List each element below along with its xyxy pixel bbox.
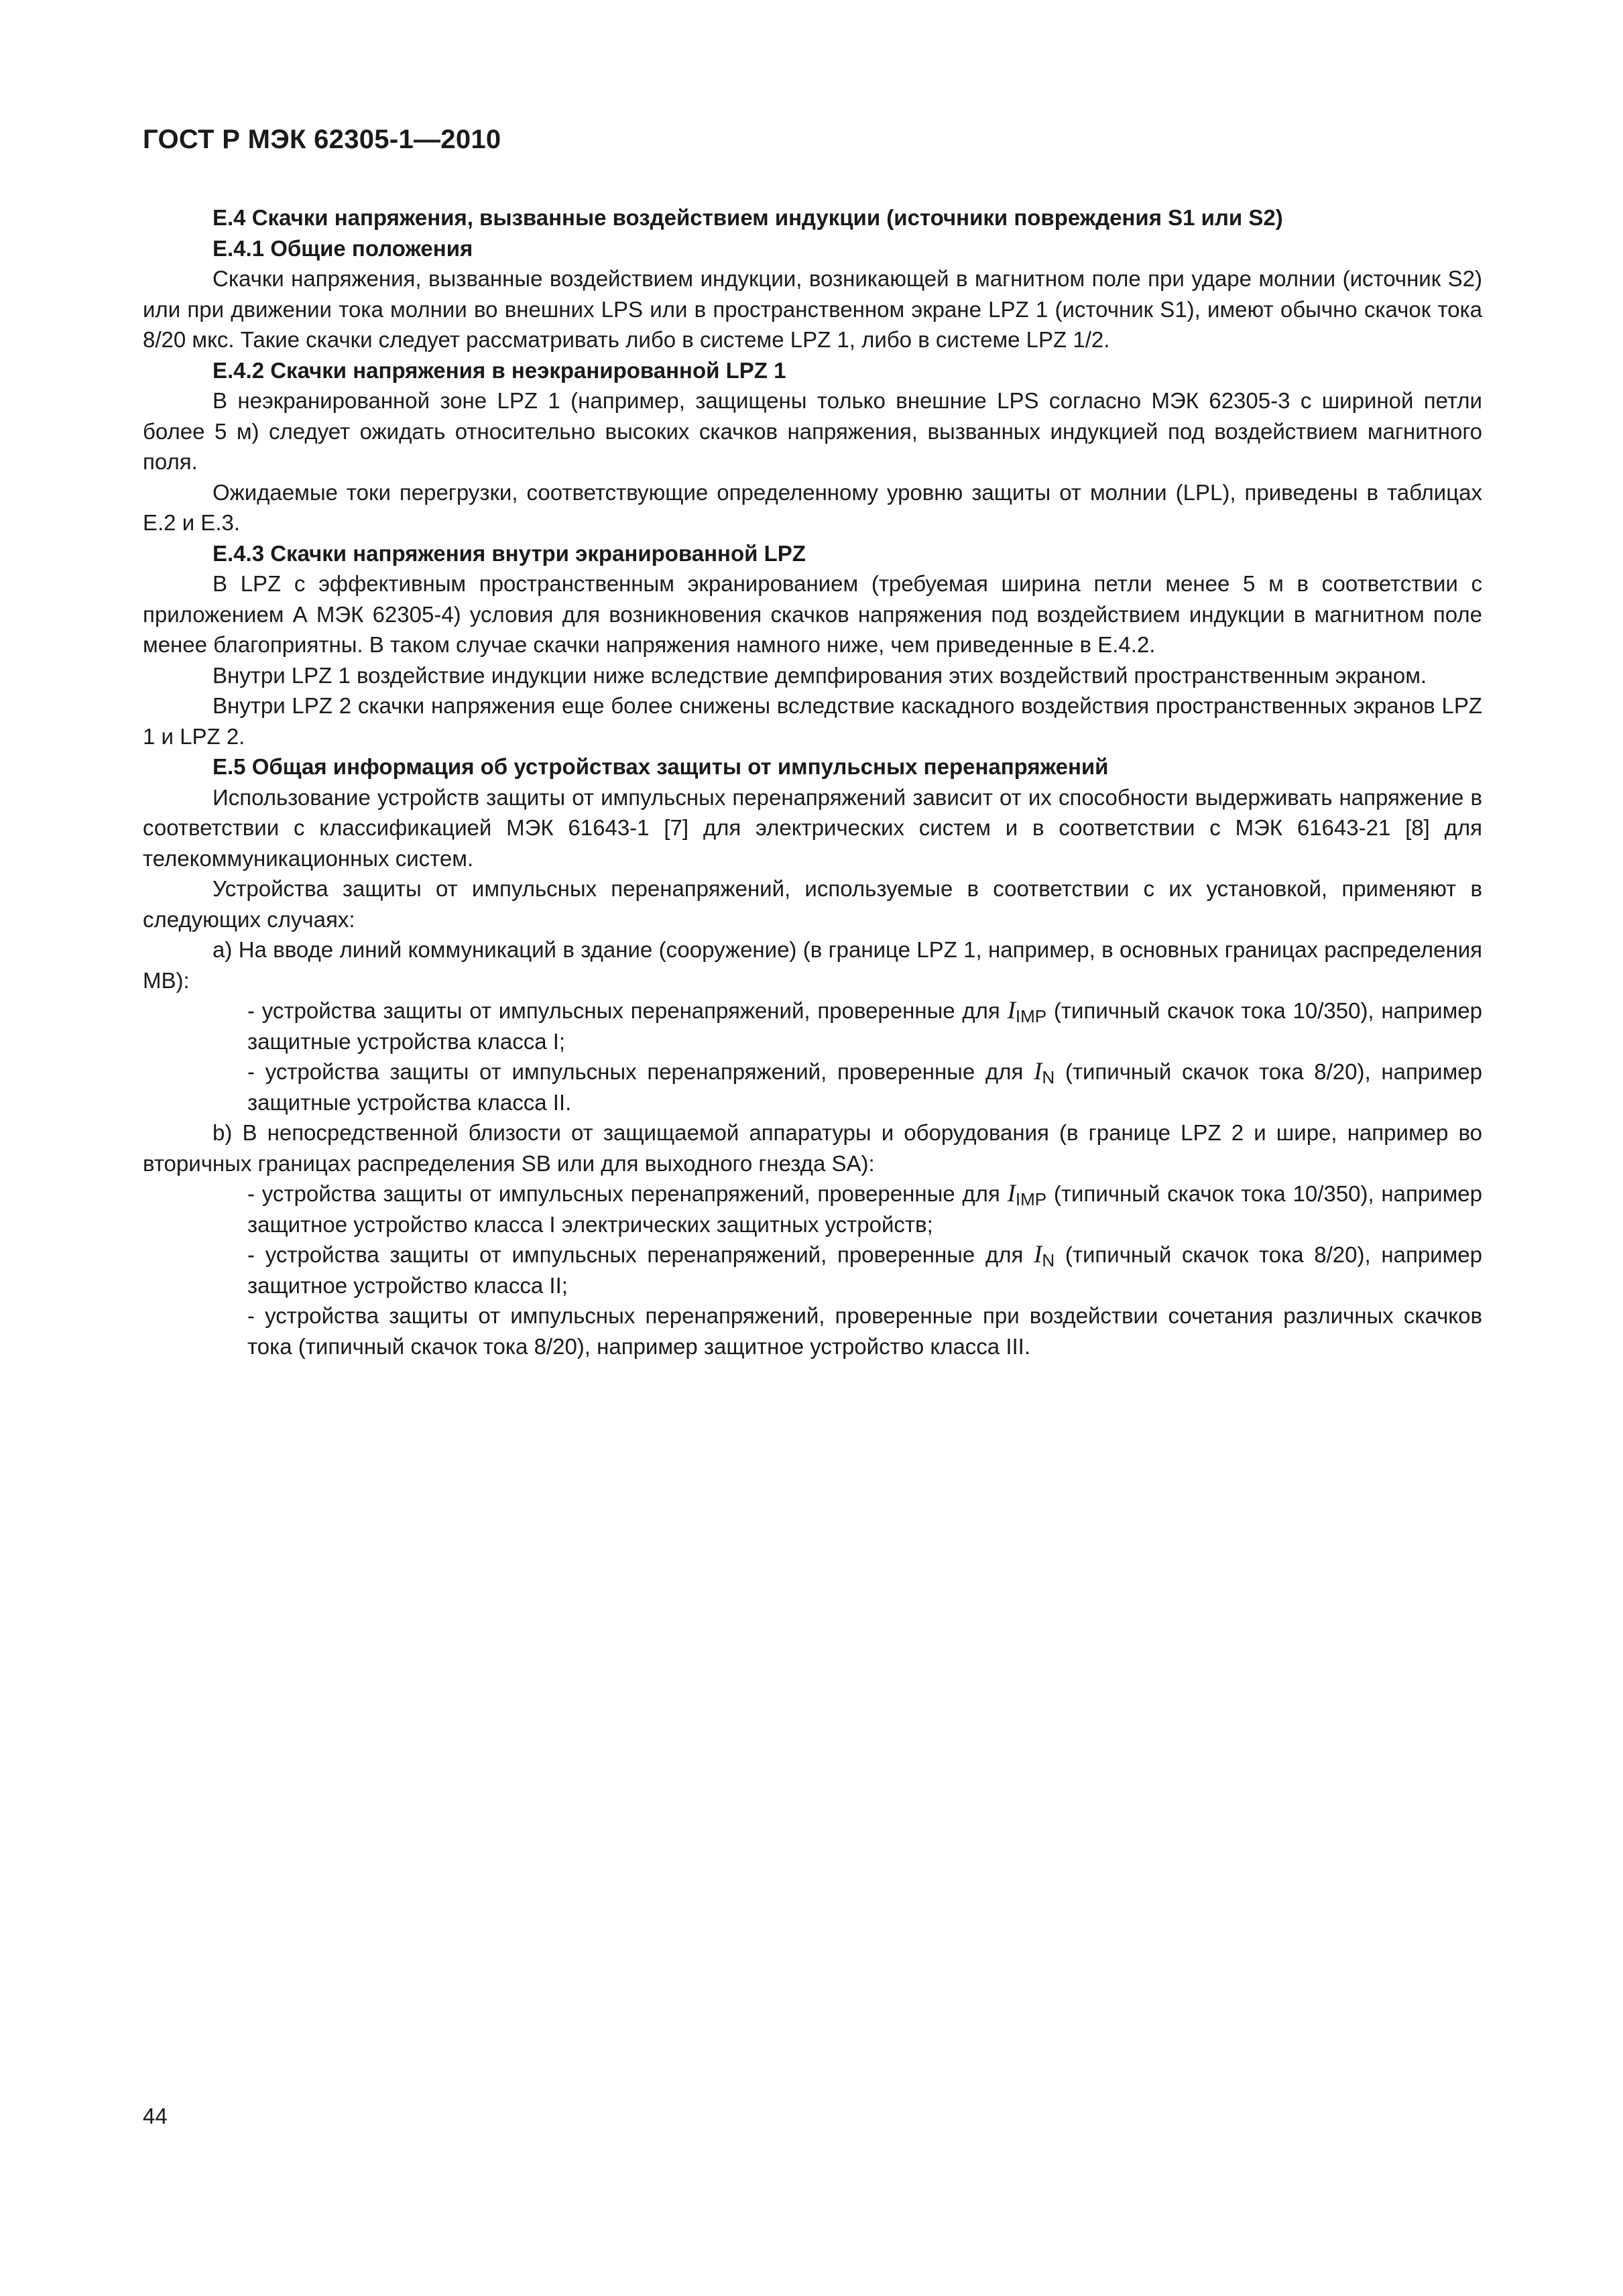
section-e42-title: Е.4.2 Скачки напряжения в неэкранированной LPZ 1 [213, 357, 786, 383]
paragraph: Внутри LPZ 2 скачки напряжения еще более снижены вследствие каскадного воздействия пространственных экранов LPZ 1 и LPZ 2. [143, 693, 1482, 749]
bullet-item: - устройства защиты от импульсных перенапряжений, проверенные для $I_{IMP}$ (типичный скачок тока 10/350), например защитные устройства класса I; [247, 997, 1483, 1054]
current-symbol: $I_{IMP}$ [1007, 1180, 1047, 1209]
bullet-item: - устройства защиты от импульсных перенапряжений, проверенные для $I_{IMP}$ (типичный скачок тока 10/350), например защитное устройство класса I электрических защитных устройств; [247, 1180, 1483, 1237]
paragraph: Ожидаемые токи перегрузки, соответствующие определенному уровню защиты от молнии (LPL), приведены в таблицах Е.2 и Е.3. [143, 479, 1482, 535]
bullet-list-b [143, 1179, 1482, 1362]
current-symbol: $I_N$ [1034, 1241, 1055, 1270]
section-e5-title: Е.5 Общая информация об устройствах защиты от импульсных перенапряжений [213, 754, 1109, 779]
section-e41-title: Е.4.1 Общие положения [213, 235, 473, 261]
paragraph: Устройства защиты от импульсных перенапряжений, используемые в соответствии с их установкой, применяют в следующих случаях: [143, 876, 1482, 932]
section-e4-title: E.4 Скачки напряжения, вызванные воздействием индукции (источники повреждения S1 или S2) [213, 205, 1283, 230]
bullet-list-a [143, 995, 1482, 1117]
current-symbol: $I_{IMP}$ [1007, 997, 1047, 1026]
paragraph: Использование устройств защиты от импульсных перенапряжений зависит от их способности выдерживать напряжение в соответствии с классификацией МЭК 61643-1 [7] для электрических систем и в соответствии с МЭК 61643-21 [8] для телекоммуникационных систем. [143, 784, 1482, 871]
page-number: 44 [143, 2104, 168, 2128]
bullet-item: - устройства защиты от импульсных перенапряжений, проверенные для $I_N$ (типичный скачок тока 8/20), например защитные устройства класса II. [247, 1058, 1483, 1115]
paragraph: В неэкранированной зоне LPZ 1 (например, защищены только внешние LPS согласно МЭК 62305-3 с шириной петли более 5 м) следует ожидать относительно высоких скачков напряжения, вызванных индукцией под воздействием магнитного поля. [143, 388, 1482, 474]
current-symbol: $I_N$ [1034, 1058, 1055, 1087]
bullet-item: - устройства защиты от импульсных перенапряжений, проверенные для $I_N$ (типичный скачок тока 8/20), например защитное устройство класса II; [247, 1241, 1483, 1298]
document-header: ГОСТ Р МЭК 62305-1—2010 [143, 125, 501, 154]
list-item-a: а) На вводе линий коммуникаций в здание (сооружение) (в границе LPZ 1, например, в основных границах распределения MB): [143, 937, 1482, 993]
paragraph: Внутри LPZ 1 воздействие индукции ниже вследствие демпфирования этих воздействий пространственным экраном. [213, 662, 1427, 688]
document-body [143, 202, 1482, 1362]
list-item-b: b) В непосредственной близости от защищаемой аппаратуры и оборудования (в границе LPZ 2 и шире, например во вторичных границах распределения SB или для выходного гнезда SA): [143, 1120, 1482, 1176]
bullet-item: - устройства защиты от импульсных перенапряжений, проверенные при воздействии сочетания различных скачков тока (типичный скачок тока 8/20), например защитное устройство класса III. [247, 1303, 1482, 1359]
section-e43-title: Е.4.3 Скачки напряжения внутри экранированной LPZ [213, 540, 806, 566]
paragraph: В LPZ с эффективным пространственным экранированием (требуемая ширина петли менее 5 м в соответствии с приложением А МЭК 62305-4) условия для возникновения скачков напряжения под воздействием индукции в магнитном поле менее благоприятны. В таком случае скачки напряжения намного ниже, чем приведенные в Е.4.2. [143, 571, 1482, 657]
paragraph: Скачки напряжения, вызванные воздействием индукции, возникающей в магнитном поле при ударе молнии (источник S2) или при движении тока молнии во внешних LPS или в пространственном экране LPZ 1 (источник S1), имеют обычно скачок тока 8/20 мкс. Такие скачки следует рассматривать либо в системе LPZ 1, либо в системе LPZ 1/2. [143, 266, 1482, 352]
